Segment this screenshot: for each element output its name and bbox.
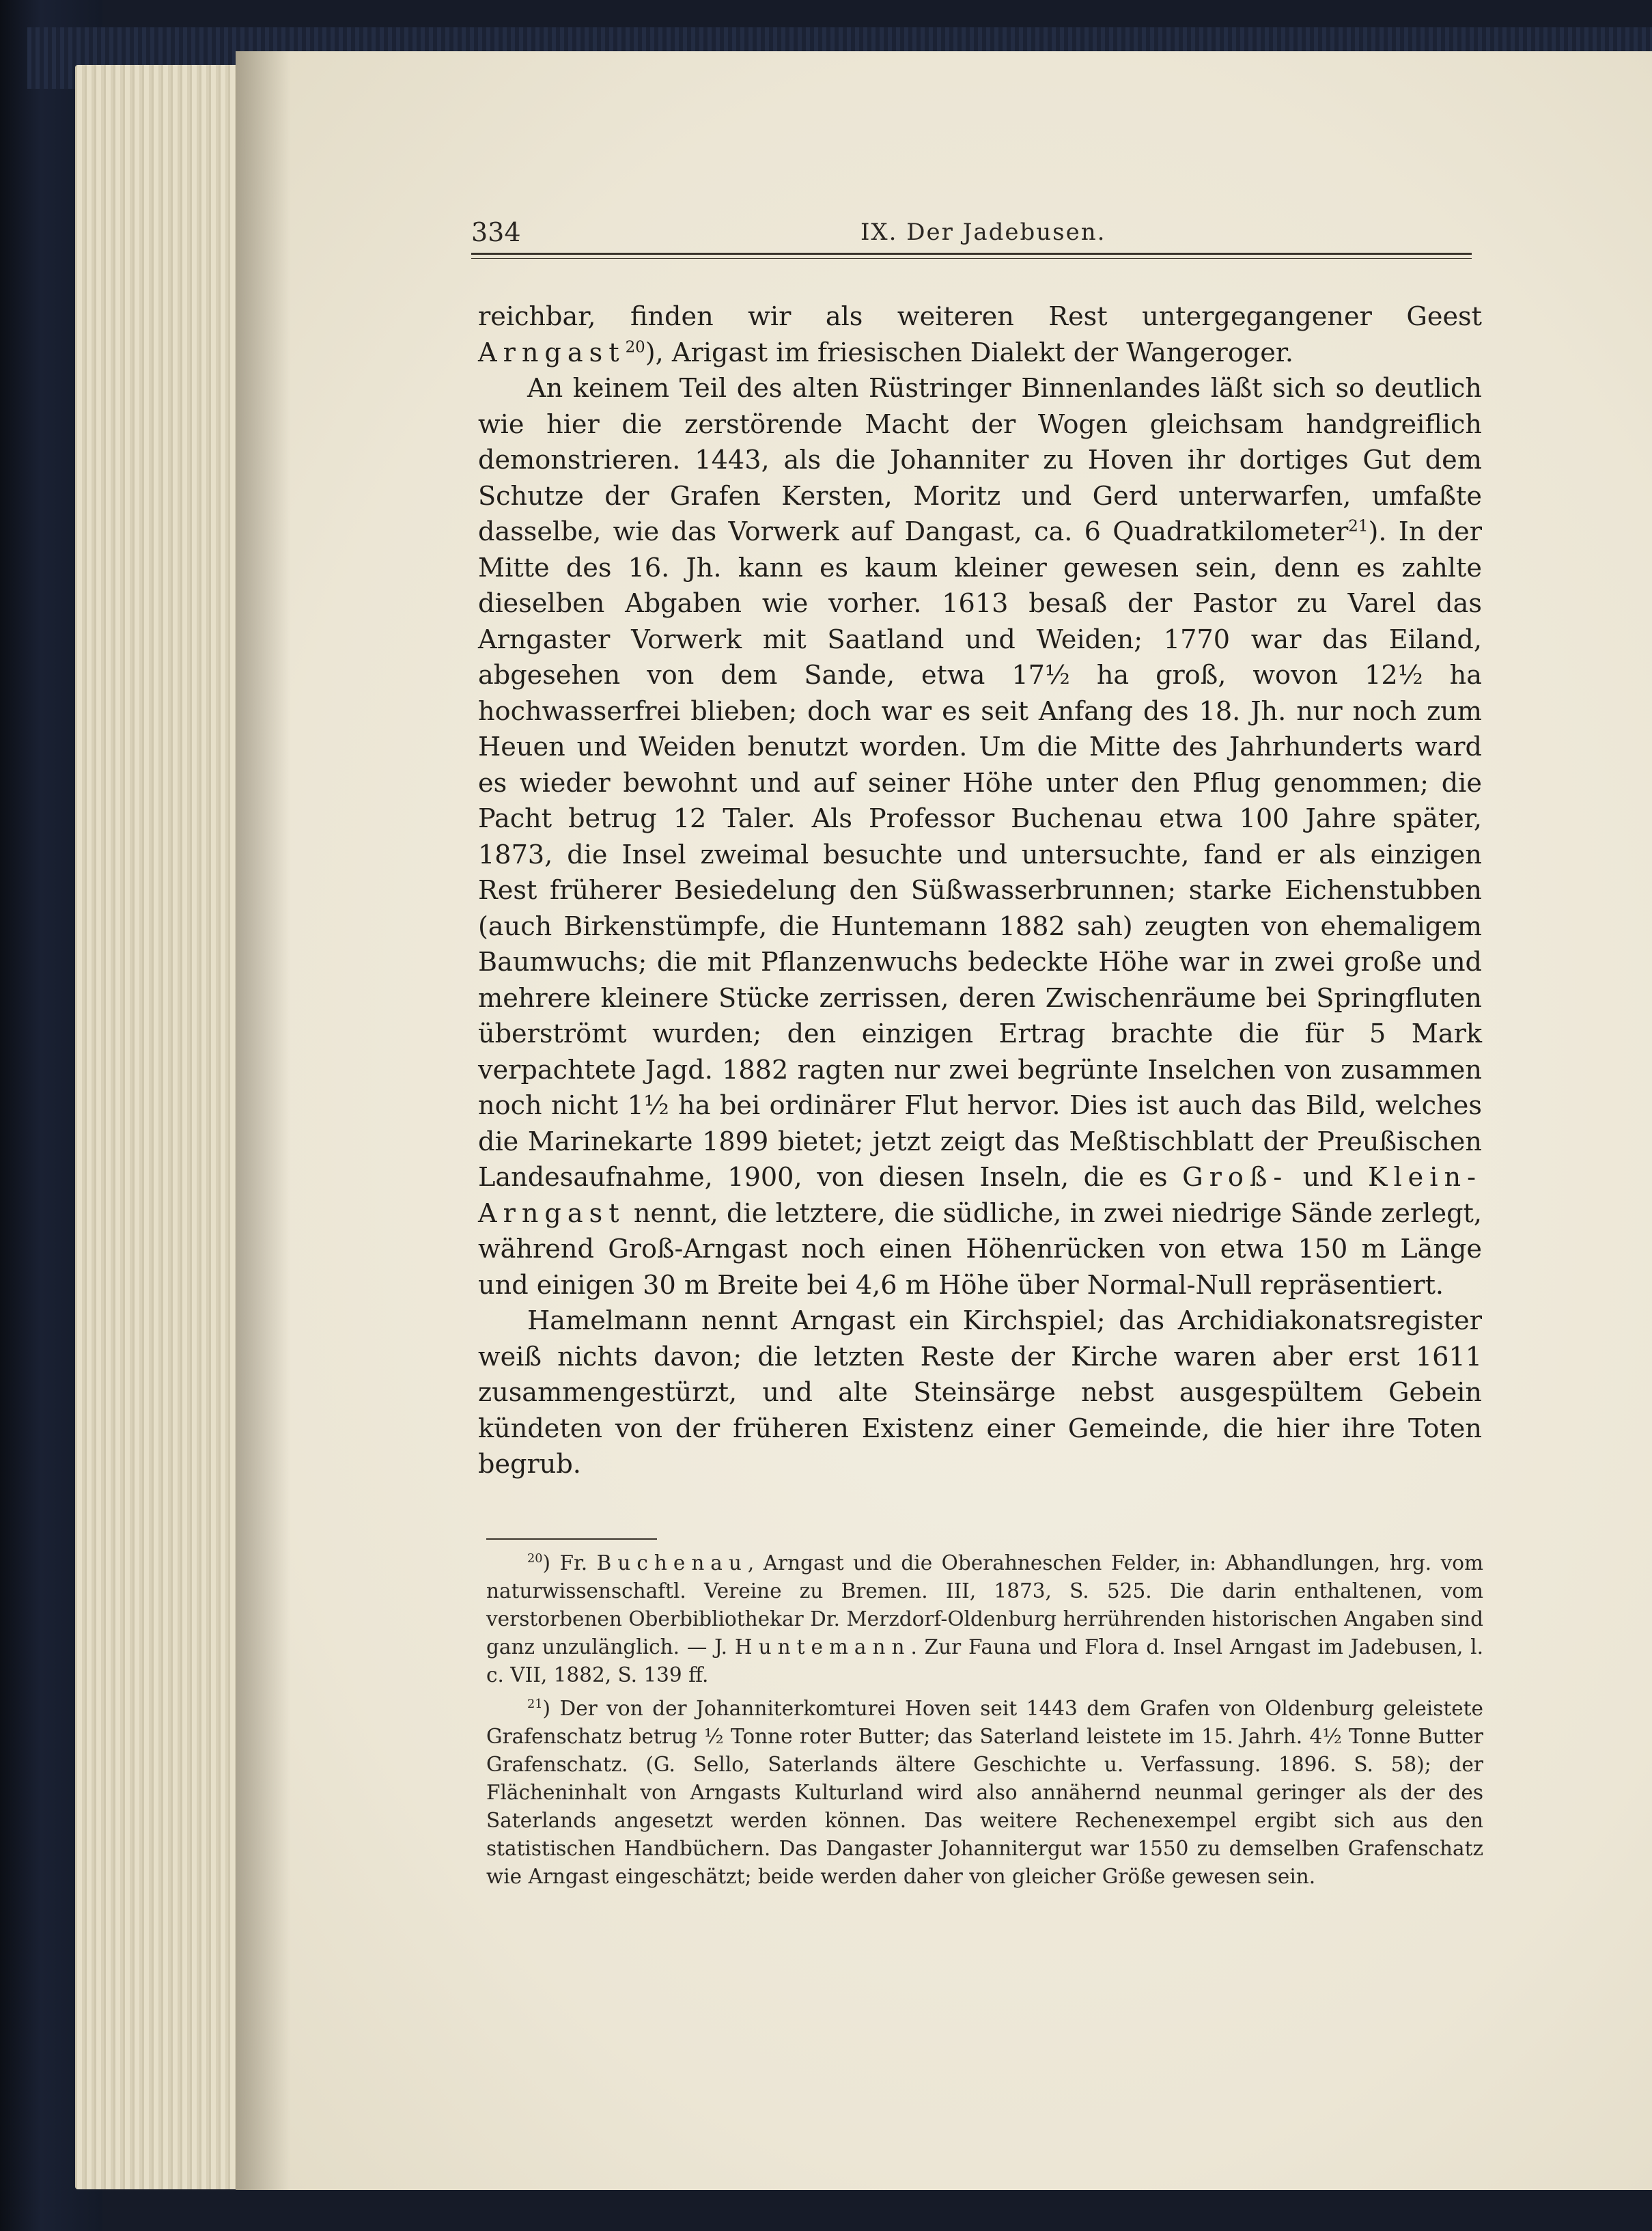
fn20-text-b: , Arngast und die Oberahneschen Felder, in: Abhandlungen, hrg. vom naturwissenschaftl. Vereine zu Bremen. III, 1873, S. 525. Die darin enthaltenen, vom verstorbenen Oberbibliothekar Dr. Merzdorf-Oldenburg herrührenden historischen Angaben sind ganz unzulänglich. — J. [486, 1551, 1483, 1659]
footnote-20 [486, 1549, 1483, 1689]
fn20-author2: Huntemann [734, 1635, 911, 1659]
body-text [478, 299, 1482, 1483]
running-title: IX. Der Jadebusen. [860, 219, 1106, 246]
fn21-text: ) Der von der Johanniterkomturei Hoven seit 1443 dem Grafen von Oldenburg geleistete Grafenschatz betrug ½ Tonne roter Butter; das Saterland leistete im 15. Jahrh. 4½ Tonne Butter Grafenschatz. (G. Sello, Saterlands ältere Geschichte u. Verfassung. 1896. S. 58); der Flächeninhalt von Arngasts Kulturland wird also annähernd neunmal geringer als der des Saterlands angesetzt werden können. Das weitere Rechenexempel ergibt sich aus den statistischen Handbüchern. Das Dangaster Johannitergut war 1550 zu demselben Grafenschatz wie Arngast eingeschätzt; beide werden daher von gleicher Größe gewesen sein. [486, 1697, 1483, 1888]
fn20-author: Buchenau [596, 1551, 748, 1575]
p2-text-c: nennt, die letztere, die südliche, in zwei niedrige Sände zerlegt, während Groß-Arngast noch einen Höhenrücken von etwa 150 m Länge und einigen 30 m Breite bei 4,6 m Höhe über Normal-Null repräsentiert. [478, 1198, 1482, 1301]
p2-spaced-klein: Klein-Arngast [478, 1163, 1482, 1229]
p2-spaced-gross: Groß- [1182, 1163, 1289, 1193]
footnote-ref-20: 20 [625, 337, 645, 356]
gutter-shadow [236, 51, 290, 2190]
p1-text-a: reichbar, finden wir als weiteren Rest untergegangener Geest [478, 302, 1482, 332]
paragraph-1 [478, 299, 1482, 371]
p2-und: und [1288, 1163, 1368, 1193]
paragraph-2 [478, 371, 1482, 1303]
footnotes [486, 1549, 1483, 1896]
p2-text-b: ). In der Mitte des 16. Jh. kann es kaum kleiner gewesen sein, denn es zahlte dieselben Abgaben wie vorher. 1613 besaß der Pastor zu Varel das Arngaster Vorwerk mit Saatland und Weiden; 1770 war das Eiland, abgesehen von dem Sande, etwa 17½ ha groß, wovon 12½ ha hochwasserfrei blieben; doch war es seit Anfang des 18. Jh. nur noch zum Heuen und Weiden benutzt worden. Um die Mitte des Jahrhunderts ward es wieder bewohnt und auf seiner Höhe unter den Pflug genommen; die Pacht betrug 12 Taler. Als Professor Buchenau etwa 100 Jahre später, 1873, die Insel zweimal besuchte und untersuchte, fand er als einzigen Rest früherer Besiedelung den Süßwasserbrunnen; starke Eichenstubben (auch Birkenstümpfe, die Huntemann 1882 sah) zeugten von ehemaligem Baumwuchs; die mit Pflanzenwuchs bedeckte Höhe war in zwei große und mehrere kleinere Stücke zerrissen, deren Zwischenräume bei Springfluten überströmt wurden; den einzigen Ertrag brachte die für 5 Mark verpachtete Jagd. 1882 ragten nur zwei begrünte Inselchen von zusammen noch nicht 1½ ha bei ordinärer Flut hervor. Dies ist auch das Bild, welches die Marinekarte 1899 bietet; jetzt zeigt das Meßtischblatt der Preußischen Landesaufnahme, 1900, von diesen Inseln, die es [478, 517, 1482, 1193]
footnote-ref-21: 21 [1348, 517, 1369, 536]
page-header [471, 217, 1472, 258]
p1-spaced-name: Arngast [478, 337, 626, 368]
p1-text-b: ), Arigast im friesischen Dialekt der Wangeroger. [645, 337, 1294, 368]
page-number: 334 [471, 217, 521, 247]
page-edges [75, 65, 246, 2189]
fn20-text-c: . Zur Fauna und Flora d. Insel Arngast im Jadebusen, l. c. VII, 1882, S. 139 ff. [486, 1635, 1483, 1687]
header-rule-thin [471, 258, 1472, 259]
paragraph-3: Hamelmann nennt Arngast ein Kirchspiel; das Archidiakonatsregister weiß nichts davon; die letzten Reste der Kirche waren aber erst 1611 zusammengestürzt, und alte Steinsärge nebst ausgespültem Gebein kündeten von der früheren Existenz einer Gemeinde, die hier ihre Toten begrub. [478, 1306, 1482, 1480]
footnote-21-marker: 21 [527, 1698, 543, 1712]
footnote-20-marker: 20 [527, 1552, 543, 1566]
header-rule [471, 253, 1472, 255]
footnote-rule [486, 1538, 657, 1540]
p2-text-a: An keinem Teil des alten Rüstringer Binnenlandes läßt sich so deutlich wie hier die zerstörende Macht der Wogen gleichsam handgreiflich demonstrieren. 1443, als die Johanniter zu Hoven ihr dortiges Gut dem Schutze der Grafen Kersten, Moritz und Gerd unterwarfen, umfaßte dasselbe, wie das Vorwerk auf Dangast, ca. 6 Quadratkilometer [478, 374, 1482, 547]
footnote-21 [486, 1695, 1483, 1891]
fn20-text-a: ) Fr. [542, 1551, 597, 1575]
